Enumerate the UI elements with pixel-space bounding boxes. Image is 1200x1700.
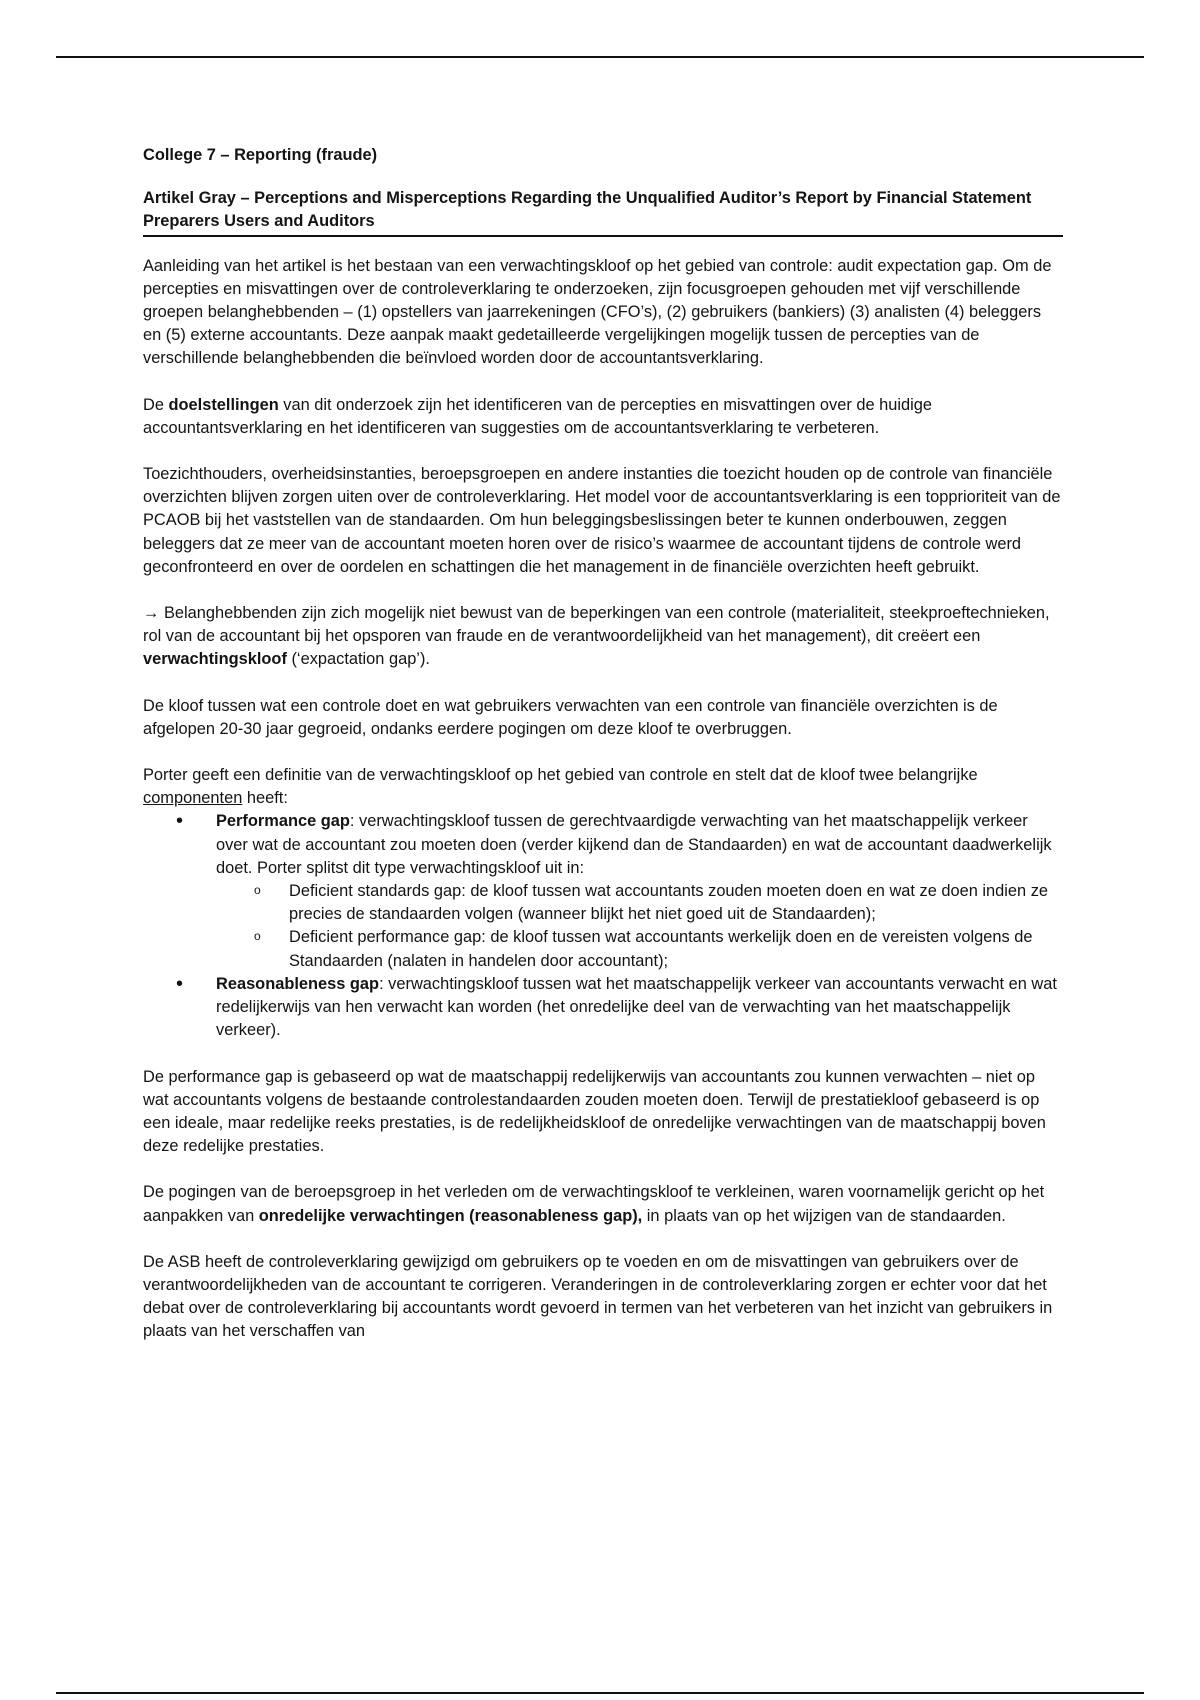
paragraph-performance-gap: De performance gap is gebaseerd op wat de maatschappij redelijkerwijs van accountants zou kunnen verwachten – niet op wat accountants volgens de bestaande controlestandaarden zouden moeten doen. Terwijl de prestatiekloof gebaseerd is op een ideale, maar redelijke reeks prestaties, is de redelijkheidskloof de onredelijke verwachtingen van de maatschappij boven deze redelijke prestaties. <box>143 1067 1046 1156</box>
text-fragment: → Belanghebbenden zijn zich mogelijk niet bewust van de beperkingen van een controle (materialiteit, steekproeftechnieken, rol van de accountant bij het opsporen van fraude en de verantwoordelijkheid van het management), dit creëert een <box>143 604 1050 646</box>
sub-list <box>216 880 1063 973</box>
text-fragment: : verwachtingskloof tussen wat het maatschappelijk verkeer van accountants verwacht en wat redelijkerwijs van hen verwacht kan worden (het onredelijke deel van de verwachting van het maatschappelijk verkeer). <box>216 974 1057 1040</box>
document-body <box>143 144 1063 1344</box>
paragraph-stakeholders <box>143 602 1063 672</box>
paragraph-past-attempts <box>143 1181 1063 1227</box>
text-fragment: Porter geeft een definitie van de verwachtingskloof op het gebied van controle en stelt dat de kloof twee belangrijke <box>143 766 978 785</box>
bold-term-doelstellingen: doelstellingen <box>168 395 279 414</box>
bottom-rule <box>56 1692 1144 1694</box>
text-fragment: heeft: <box>242 789 288 808</box>
top-rule <box>56 56 1144 58</box>
underlined-term-componenten: componenten <box>143 789 243 808</box>
text-fragment: De <box>143 395 169 414</box>
paragraph-regulators: Toezichthouders, overheidsinstanties, beroepsgroepen en andere instanties die toezicht houden op de controle van financiële overzichten blijven zorgen uiten over de controleverklaring. Het model voor de accountantsverklaring is een topprioriteit van de PCAOB bij het vaststellen van de standaarden. Om hun beleggingsbeslissingen beter te kunnen onderbouwen, zeggen beleggers dat ze meer van de accountant moeten horen over de risico’s waarmee de accountant tijdens de controle werd geconfronteerd en over de oordelen en schattingen die het management in de financiële overzichten heeft gebruikt. <box>143 465 1061 576</box>
bold-term-verwachtingskloof: verwachtingskloof <box>143 650 287 669</box>
text-fragment: (‘expactation gap’). <box>286 650 430 669</box>
list-item <box>143 973 1063 1043</box>
paragraph-porter <box>143 764 1063 810</box>
paragraph-gap-growth: De kloof tussen wat een controle doet en wat gebruikers verwachten van een controle van financiële overzichten is de afgelopen 20-30 jaar gegroeid, ondanks eerdere pogingen om deze kloof te overbruggen. <box>143 696 998 738</box>
list-item <box>143 810 1063 972</box>
bullet-list <box>143 810 1063 1042</box>
text-fragment: van dit onderzoek zijn het identificeren van de percepties en misvattingen over de huidige accountantsverklaring en het identificeren van suggesties om de accountantsverklaring te verbeteren. <box>143 395 933 437</box>
sub-list-item: o Deficient performance gap: de kloof tussen wat accountants werkelijk doen en de vereisten volgens de Standaarden (nalaten in handelen door accountant); <box>216 926 1063 972</box>
text-fragment: De pogingen van de beroepsgroep in het verleden om de verwachtingskloof te verkleinen, waren voornamelijk gericht op het aanpakken van <box>143 1183 1045 1225</box>
text-fragment: in plaats van op het wijzigen van de standaarden. <box>642 1206 1006 1225</box>
bold-term-unreasonable-expectations: onredelijke verwachtingen (reasonableness gap), <box>258 1206 643 1225</box>
paragraph-intro: Aanleiding van het artikel is het bestaan van een verwachtingskloof op het gebied van controle: audit expectation gap. Om de percepties en misvattingen over de controleverklaring te onderzoeken, zijn focusgroepen gehouden met vijf verschillende groepen belanghebbenden – (1) opstellers van jaarrekeningen (CFO’s), (2) gebruikers (bankiers) (3) analisten (4) beleggers en (5) externe accountants. Deze aanpak maakt gedetailleerde vergelijkingen mogelijk tussen de percepties van de verschillende belanghebbenden die beïnvloed worden door de accountantsverklaring. <box>143 256 1052 368</box>
article-title: Artikel Gray – Perceptions and Misperceptions Regarding the Unqualified Auditor’s Report by Financial Statement Preparers Users and Auditors <box>143 187 1063 236</box>
page-heading: College 7 – Reporting (fraude) <box>143 146 378 164</box>
bold-term-performance-gap: Performance gap <box>216 812 350 831</box>
bold-term-reasonableness-gap: Reasonableness gap <box>216 974 380 993</box>
paragraph-asb: De ASB heeft de controleverklaring gewijzigd om gebruikers op te voeden en om de misvattingen van gebruikers over de verantwoordelijkheden van de accountant te corrigeren. Veranderingen in de controleverklaring zorgen er echter voor dat het debat over de controleverklaring bij accountants wordt gevoerd in termen van het verbeteren van het inzicht van gebruikers in plaats van het verschaffen van <box>143 1252 1053 1341</box>
paragraph-objectives <box>143 394 1063 440</box>
text-fragment: : verwachtingskloof tussen de gerechtvaardigde verwachting van het maatschappelijk verkeer over wat de accountant zou moeten doen (verder kijkend dan de Standaarden) en wat de accountant daadwerkelijk doet. Porter splitst dit type verwachtingskloof uit in: <box>216 812 1052 877</box>
sub-list-item: o Deficient standards gap: de kloof tussen wat accountants zouden moeten doen en wat ze doen indien ze precies de standaarden volgen (wanneer blijkt het niet goed uit de Standaarden); <box>216 880 1063 926</box>
